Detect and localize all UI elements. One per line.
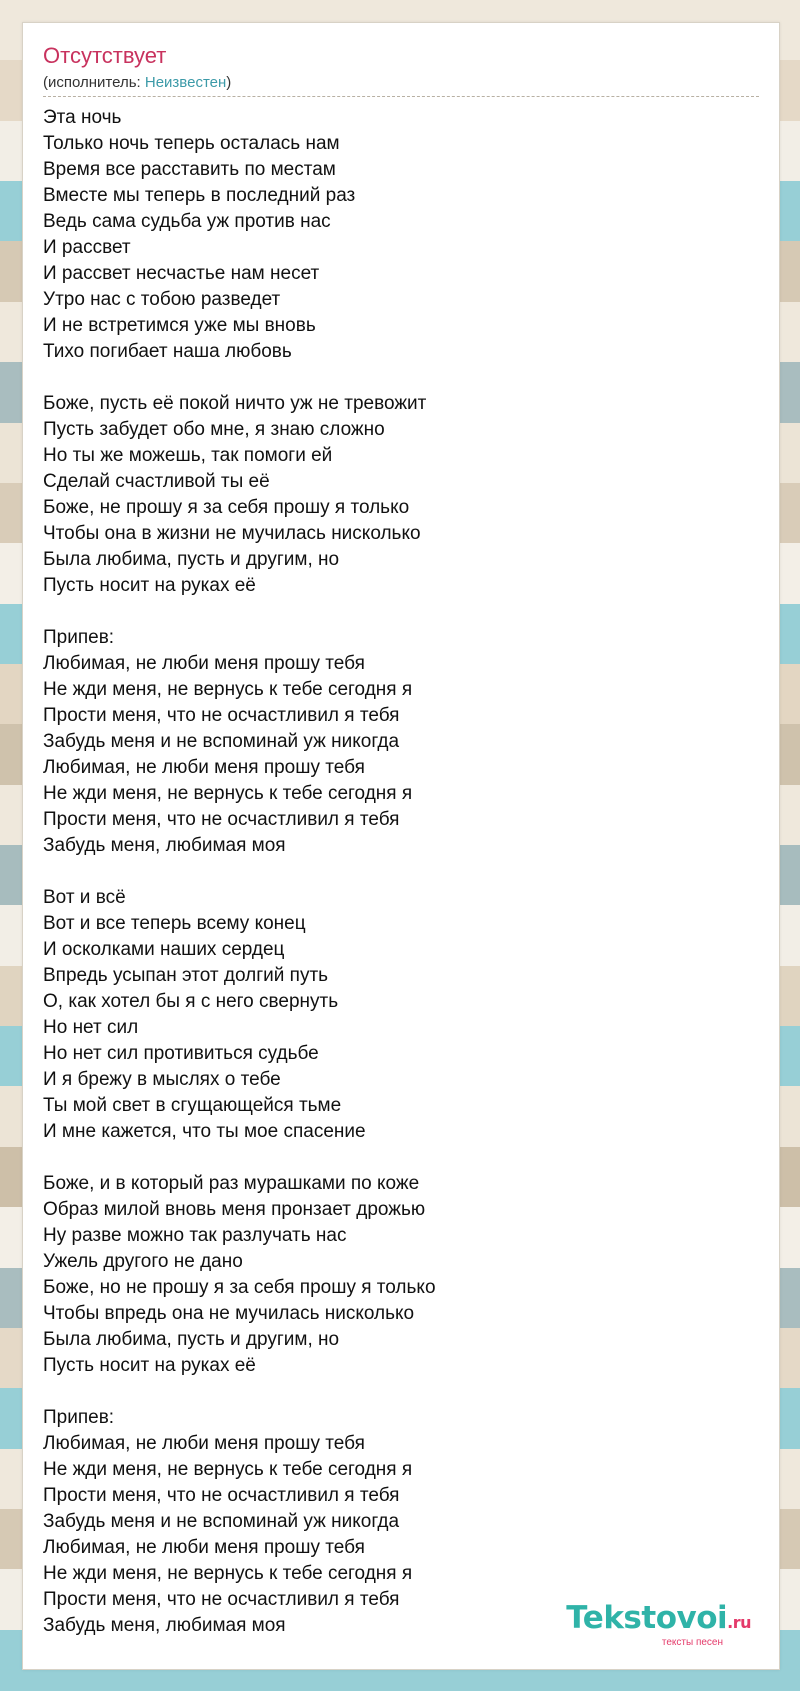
- lyric-line: И рассвет несчастье нам несет: [43, 263, 320, 284]
- lyric-line: Но нет сил противиться судьбе: [43, 1043, 319, 1064]
- lyric-line: Пусть носит на руках её: [43, 1355, 256, 1376]
- lyric-line: Время все расставить по местам: [43, 159, 336, 180]
- lyric-line: Не жди меня, не вернусь к тебе сегодня я: [43, 1563, 413, 1584]
- lyric-line: Забудь меня и не вспоминай уж никогда: [43, 1511, 400, 1532]
- lyric-line: Боже, но не прошу я за себя прошу я только: [43, 1277, 436, 1298]
- logo-tagline: тексты песен: [661, 1637, 723, 1648]
- lyric-line: Была любима, пусть и другим, но: [43, 549, 340, 570]
- song-title: Отсутствует: [43, 43, 167, 68]
- lyric-line: Сделай счастливой ты её: [43, 471, 270, 492]
- lyric-line: [43, 365, 759, 391]
- lyric-line: Прости меня, что не осчастливил я тебя: [43, 1589, 400, 1610]
- lyric-line: Любимая, не люби меня прошу тебя: [43, 1537, 365, 1558]
- lyric-line: Ну разве можно так разлучать нас: [43, 1225, 347, 1246]
- lyric-line: Прости меня, что не осчастливил я тебя: [43, 1485, 400, 1506]
- lyrics-card: [22, 22, 780, 1670]
- lyric-line: Припев:: [43, 627, 115, 648]
- lyric-line: [43, 1379, 759, 1405]
- lyric-line: Любимая, не люби меня прошу тебя: [43, 1433, 365, 1454]
- lyric-line: Ведь сама судьба уж против нас: [43, 211, 331, 232]
- artist-line: [43, 73, 231, 93]
- artist-link[interactable]: Неизвестен: [144, 74, 227, 91]
- lyric-line: Припев:: [43, 1407, 115, 1428]
- lyric-line: Не жди меня, не вернусь к тебе сегодня я: [43, 1459, 413, 1480]
- site-logo[interactable]: [566, 1602, 751, 1649]
- lyric-line: Чтобы она в жизни не мучилась нисколько: [43, 523, 421, 544]
- lyric-line: Эта ночь: [43, 107, 122, 128]
- lyric-line: Забудь меня, любимая моя: [43, 1615, 286, 1636]
- logo-tld: .ru: [727, 1613, 751, 1632]
- lyric-line: Прости меня, что не осчастливил я тебя: [43, 809, 400, 830]
- lyric-line: Тихо погибает наша любовь: [43, 341, 292, 362]
- lyric-line: Впредь усыпан этот долгий путь: [43, 965, 329, 986]
- lyric-line: Но ты же можешь, так помоги ей: [43, 445, 333, 466]
- lyric-line: Чтобы впредь она не мучилась нисколько: [43, 1303, 415, 1324]
- lyric-line: Вместе мы теперь в последний раз: [43, 185, 356, 206]
- lyric-line: [43, 859, 759, 885]
- lyric-line: И я брежу в мыслях о тебе: [43, 1069, 281, 1090]
- lyric-line: Прости меня, что не осчастливил я тебя: [43, 705, 400, 726]
- lyric-line: Вот и всё: [43, 887, 126, 908]
- lyric-line: Пусть забудет обо мне, я знаю сложно: [43, 419, 385, 440]
- lyric-line: Утро нас с тобою разведет: [43, 289, 281, 310]
- lyric-line: Боже, пусть её покой ничто уж не тревожит: [43, 393, 427, 414]
- lyric-line: И осколками наших сердец: [43, 939, 285, 960]
- divider: [43, 96, 759, 97]
- artist-suffix: ): [226, 74, 232, 91]
- lyric-line: Боже, и в который раз мурашками по коже: [43, 1173, 420, 1194]
- lyric-line: Но нет сил: [43, 1017, 139, 1038]
- lyric-line: Любимая, не люби меня прошу тебя: [43, 757, 365, 778]
- lyric-line: [43, 599, 759, 625]
- lyric-line: И мне кажется, что ты мое спасение: [43, 1121, 366, 1142]
- lyric-line: Не жди меня, не вернусь к тебе сегодня я: [43, 679, 413, 700]
- lyric-line: Пусть носит на руках её: [43, 575, 256, 596]
- logo-wordmark: [566, 1602, 751, 1639]
- lyric-line: Вот и все теперь всему конец: [43, 913, 306, 934]
- lyric-line: Только ночь теперь осталась нам: [43, 133, 340, 154]
- lyric-line: Боже, не прошу я за себя прошу я только: [43, 497, 410, 518]
- lyric-line: И не встретимся уже мы вновь: [43, 315, 316, 336]
- lyric-line: Ужель другого не дано: [43, 1251, 243, 1272]
- lyric-line: Любимая, не люби меня прошу тебя: [43, 653, 365, 674]
- lyric-line: Образ милой вновь меня пронзает дрожью: [43, 1199, 426, 1220]
- lyrics-text: [43, 105, 759, 1639]
- lyric-line: Не жди меня, не вернусь к тебе сегодня я: [43, 783, 413, 804]
- lyric-line: Была любима, пусть и другим, но: [43, 1329, 340, 1350]
- lyric-line: Ты мой свет в сгущающейся тьме: [43, 1095, 342, 1116]
- lyric-line: Забудь меня и не вспоминай уж никогда: [43, 731, 400, 752]
- lyric-line: И рассвет: [43, 237, 131, 258]
- artist-prefix: (исполнитель:: [43, 74, 145, 91]
- lyric-line: О, как хотел бы я с него свернуть: [43, 991, 339, 1012]
- lyric-line: [43, 1145, 759, 1171]
- lyric-line: Забудь меня, любимая моя: [43, 835, 286, 856]
- logo-name: Tekstovoi: [566, 1600, 728, 1636]
